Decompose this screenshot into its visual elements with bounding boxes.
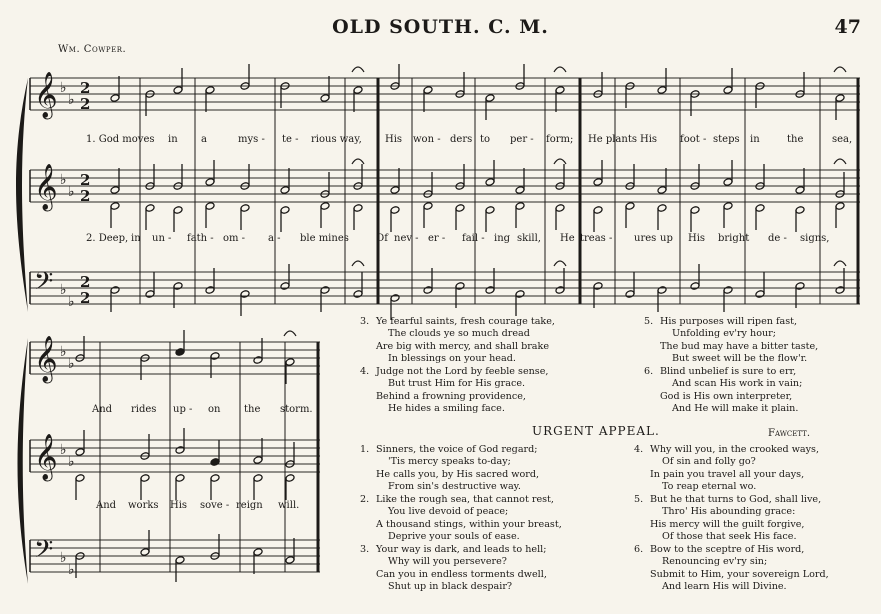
- lyric-syllable: ble mines: [300, 233, 349, 244]
- flat-icon: ♭: [68, 454, 75, 470]
- lyric-syllable: in: [131, 233, 141, 244]
- stanza-3: 3. Ye fearful saints, fresh courage take, The clouds ye so much dread Are big with mercy, and shall brake In blessings on your head.: [360, 316, 555, 365]
- hymn2-stanza-1: 1. Sinners, the voice of God regard; 'Tis mercy speaks to-day; He calls you, by His sacred word, From sin's destructive way.: [360, 444, 540, 493]
- treble-clef-icon: 𝄞: [34, 434, 58, 480]
- lyric-syllable: the: [244, 404, 261, 415]
- lyric-syllable: te -: [282, 134, 299, 145]
- fermata-icon: [352, 67, 364, 72]
- fermata-icon: [554, 159, 566, 164]
- page-number: 47: [834, 16, 861, 38]
- lyric-syllable: storm.: [280, 404, 313, 415]
- lyric-syllable: His: [688, 233, 706, 244]
- lyric-syllable: a: [201, 134, 207, 145]
- lyric-syllable: steps: [713, 134, 740, 145]
- lyric-syllable: His: [170, 500, 188, 511]
- lyric-syllable: Of: [376, 233, 388, 244]
- hymn2-stanza-2: 2. Like the rough sea, that cannot rest, You live devoid of peace; A thousand stings, within your breast, Deprive your souls of ease.: [360, 494, 562, 543]
- lyric-syllable: a -: [268, 233, 281, 244]
- system-brace: [16, 78, 28, 312]
- lyric-syllable: de -: [768, 233, 787, 244]
- lyric-syllable: treas -: [580, 233, 613, 244]
- flat-icon: ♭: [60, 344, 67, 360]
- lyric-syllable: mys -: [238, 134, 265, 145]
- hymn2-stanza-5: 5. But he that turns to God, shall live, Thro' His abounding grace: His mercy will the guilt forgive, Of those that seek His face.: [634, 494, 822, 543]
- lyric-syllable: He: [560, 233, 575, 244]
- hymn2-title: URGENT APPEAL.: [532, 424, 660, 438]
- time-signature-top: 2: [80, 79, 91, 97]
- lyric-syllable: ders: [450, 134, 473, 145]
- fermata-icon: [554, 67, 566, 72]
- system-brace-2: [18, 338, 29, 584]
- fermata-icon: [352, 261, 364, 266]
- lyric-syllable: ing: [494, 233, 511, 244]
- lyric-syllable: signs,: [800, 233, 830, 244]
- time-signature-bottom: 2: [80, 187, 91, 205]
- fermata-icon: [834, 261, 846, 266]
- bass-clef-icon: 𝄢: [34, 535, 54, 570]
- lyric-syllable: in: [168, 134, 178, 145]
- clefs: [34, 72, 90, 578]
- hymn2-author: Fawcett.: [768, 428, 811, 439]
- lyric-syllable: sove -: [200, 500, 230, 511]
- lyric-syllable: on: [208, 404, 221, 415]
- lyric-syllable: 2. Deep,: [86, 233, 129, 244]
- flat-icon: ♭: [60, 442, 67, 458]
- lyric-syllable: nev -: [394, 233, 419, 244]
- lyric-syllable: And: [96, 500, 117, 511]
- lyric-syllable: foot -: [680, 134, 707, 145]
- fermata-icon: [554, 261, 566, 266]
- lyric-syllable: per -: [510, 134, 534, 145]
- lyric-syllable: won -: [413, 134, 441, 145]
- flat-icon: ♭: [68, 356, 75, 372]
- lyric-syllable: er -: [428, 233, 446, 244]
- lyric-syllable: up -: [173, 404, 193, 415]
- time-signature-bottom: 2: [80, 289, 91, 307]
- fermata-icon: [352, 159, 364, 164]
- treble-clef-icon: 𝄞: [34, 336, 58, 382]
- lyric-syllable: bright: [718, 233, 750, 244]
- hymn2-stanza-4: 4. Why will you, in the crooked ways, Of sin and folly go? In pain you travel all your days, To reap eternal wo.: [634, 444, 820, 493]
- lyric-syllable: om -: [223, 233, 246, 244]
- lyric-syllable: His: [640, 134, 658, 145]
- stanza-5: 5. His purposes will ripen fast, Unfolding ev'ry hour; The bud may have a bitter taste, But sweet will be the flow'r.: [644, 316, 819, 365]
- flat-icon: ♭: [68, 92, 75, 108]
- lyric-syllable: And: [92, 404, 113, 415]
- flat-icon: ♭: [68, 184, 75, 200]
- flat-icon: ♭: [68, 294, 75, 310]
- time-signature-top: 2: [80, 171, 91, 189]
- lyric-syllable: works: [128, 500, 159, 511]
- flat-icon: ♭: [60, 80, 67, 96]
- lyric-syllable: fail -: [462, 233, 485, 244]
- stanza-4: 4. Judge not the Lord by feeble sense, But trust Him for His grace. Behind a frowning providence, He hides a smiling face.: [360, 366, 549, 415]
- lyric-syllable: rious way,: [311, 134, 362, 145]
- flat-icon: ♭: [60, 550, 67, 566]
- hymn-author: Wm. Cowper.: [58, 44, 127, 55]
- lyric-syllable: sea,: [832, 134, 853, 145]
- time-signature-bottom: 2: [80, 95, 91, 113]
- lyric-syllable: in: [750, 134, 760, 145]
- lyric-syllable: He plants: [588, 134, 637, 145]
- lyric-syllable: up: [660, 233, 673, 244]
- lyric-syllable: to: [480, 134, 491, 145]
- lyric-syllable: reign: [236, 500, 263, 511]
- bass-clef-icon: 𝄢: [34, 267, 54, 302]
- flat-icon: ♭: [68, 562, 75, 578]
- page-title: OLD SOUTH. C. M.: [332, 16, 549, 38]
- time-signature-top: 2: [80, 273, 91, 291]
- lyric-syllable: will.: [278, 500, 300, 511]
- lyric-syllable: the: [787, 134, 804, 145]
- fermata-icon: [834, 159, 846, 164]
- lyric-syllable: ures: [634, 233, 657, 244]
- treble-clef-icon: 𝄞: [34, 72, 58, 118]
- fermata-icon: [284, 331, 296, 336]
- lyric-syllable: 1. God moves: [86, 134, 155, 145]
- lyric-syllable: fath -: [187, 233, 214, 244]
- lyric-syllable: His: [385, 134, 403, 145]
- hymn2-stanza-6: 6. Bow to the sceptre of His word, Renouncing ev'ry sin; Submit to Him, your sovereign Lord, And learn His will Divine.: [634, 544, 829, 593]
- flat-icon: ♭: [60, 172, 67, 188]
- hymn2-stanza-3: 3. Your way is dark, and leads to hell; Why will you persevere? Can you in endless torments dwell, Shut up in black despair?: [360, 544, 547, 593]
- fermata-icon: [834, 67, 846, 72]
- lyric-syllable: form;: [546, 134, 574, 145]
- lyric-syllable: rides: [131, 404, 157, 415]
- flat-icon: ♭: [60, 282, 67, 298]
- stanza-6: 6. Blind unbelief is sure to err, And scan His work in vain; God is His own interpreter, And He will make it plain.: [644, 366, 803, 415]
- lyric-syllable: skill,: [517, 233, 541, 244]
- treble-clef-icon: 𝄞: [34, 164, 58, 210]
- lyric-syllable: un -: [152, 233, 172, 244]
